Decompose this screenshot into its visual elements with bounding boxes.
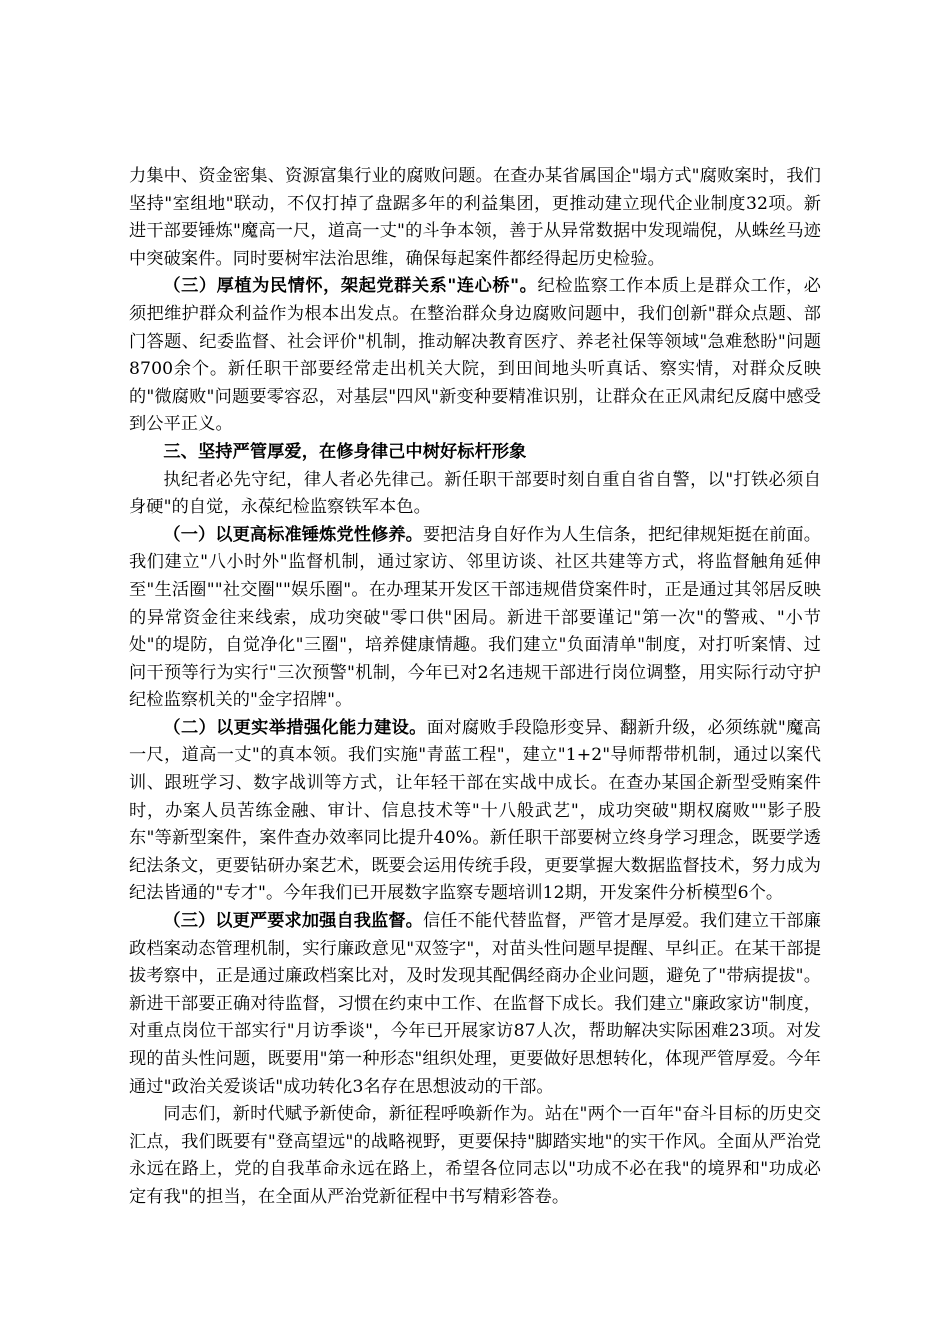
document-body (129, 163, 821, 1212)
paragraph-5 (129, 522, 821, 715)
paragraph-1 (129, 163, 821, 273)
paragraph-heading: （三）以更严要求加强自我监督。 (163, 911, 423, 932)
paragraph-6 (129, 715, 821, 908)
paragraph-text: 面对腐败手段隐形变异、翻新升级，必须练就"魔高一尺，道高一丈"的真本领。我们实施"青蓝工程"，建立"1+2"导师帮带机制，通过以案代训、跟班学习、数字战训等方式，让年轻干部在实战中成长。在查办某国企新型受贿案件时，办案人员苦练金融、审计、信息技术等"十八般武艺"，成功突破"期权腐败""影子股东"等新型案件，案件查办效率同比提升40%。新任职干部要树立终身学习理念，既要学透纪法条文，更要钻研办案艺术，既要会运用传统手段，更要掌握大数据监督技术，努力成为纪法皆通的"专才"。今年我们已开展数字监察专题培训12期，开发案件分析模型6个。 (129, 717, 821, 904)
paragraph-4 (129, 467, 821, 522)
paragraph-text: 同志们，新时代赋予新使命，新征程呼唤新作为。站在"两个一百年"奋斗目标的历史交汇点，我们既要有"登高望远"的战略视野，更要保持"脚踏实地"的实干作风。全面从严治党永远在路上，党的自我革命永远在路上，希望各位同志以"功成不必在我"的境界和"功成必定有我"的担当，在全面从严治党新征程中书写精彩答卷。 (129, 1104, 821, 1207)
paragraph-text: 纪检监察工作本质上是群众工作，必须把维护群众利益作为根本出发点。在整治群众身边腐败问题中，我们创新"群众点题、部门答题、纪委监督、社会评价"机制，推动解决教育医疗、养老社保等领域"急难愁盼"问题8700余个。新任职干部要经常走出机关大院，到田间地头听真话、察实情，对群众反映的"微腐败"问题要零容忍，对基层"四风"新变种要精准识别，让群众在正风肃纪反腐中感受到公平正义。 (129, 276, 821, 435)
paragraph-8 (129, 1101, 821, 1211)
paragraph-heading: （二）以更实举措强化能力建设。 (163, 717, 427, 738)
section-heading-text: 三、坚持严管厚爱，在修身律己中树好标杆形象 (163, 441, 527, 462)
paragraph-7 (129, 908, 821, 1101)
section-heading (129, 439, 821, 467)
paragraph-text: 力集中、资金密集、资源富集行业的腐败问题。在查办某省属国企"塌方式"腐败案时，我们坚持"室组地"联动，不仅打掉了盘踞多年的利益集团，更推动建立现代企业制度32项。新进干部要锤炼"魔高一尺，道高一丈"的斗争本领，善于从异常数据中发现端倪，从蛛丝马迹中突破案件。同时要树牢法治思维，确保每起案件都经得起历史检验。 (129, 166, 821, 269)
paragraph-heading: （一）以更高标准锤炼党性修养。 (163, 524, 423, 545)
paragraph-text: 执纪者必先守纪，律人者必先律己。新任职干部要时刻自重自省自警，以"打铁必须自身硬"的自觉，永葆纪检监察铁军本色。 (129, 469, 821, 518)
paragraph-2 (129, 273, 821, 439)
paragraph-text: 信任不能代替监督，严管才是厚爱。我们建立干部廉政档案动态管理机制，实行廉政意见"双签字"，对苗头性问题早提醒、早纠正。在某干部提拔考察中，正是通过廉政档案比对，及时发现其配偶经商办企业问题，避免了"带病提拔"。新进干部要正确对待监督，习惯在约束中工作、在监督下成长。我们建立"廉政家访"制度，对重点岗位干部实行"月访季谈"，今年已开展家访87人次，帮助解决实际困难23项。对发现的苗头性问题，既要用"第一种形态"组织处理，更要做好思想转化，体现严管厚爱。今年通过"政治关爱谈话"成功转化3名存在思想波动的干部。 (129, 911, 821, 1097)
paragraph-text: 要把洁身自好作为人生信条，把纪律规矩挺在前面。我们建立"八小时外"监督机制，通过家访、邻里访谈、社区共建等方式，将监督触角延伸至"生活圈""社交圈""娱乐圈"。在办理某开发区干部违规借贷案件时，正是通过其邻居反映的异常资金往来线索，成功突破"零口供"困局。新进干部要谨记"第一次"的警戒、"小节处"的堤防，自觉净化"三圈"，培养健康情趣。我们建立"负面清单"制度，对打听案情、过问干预等行为实行"三次预警"机制，今年已对2名违规干部进行岗位调整，用实际行动守护纪检监察机关的"金字招牌"。 (129, 524, 821, 711)
paragraph-heading: （三）厚植为民情怀，架起党群关系"连心桥"。 (163, 276, 538, 297)
